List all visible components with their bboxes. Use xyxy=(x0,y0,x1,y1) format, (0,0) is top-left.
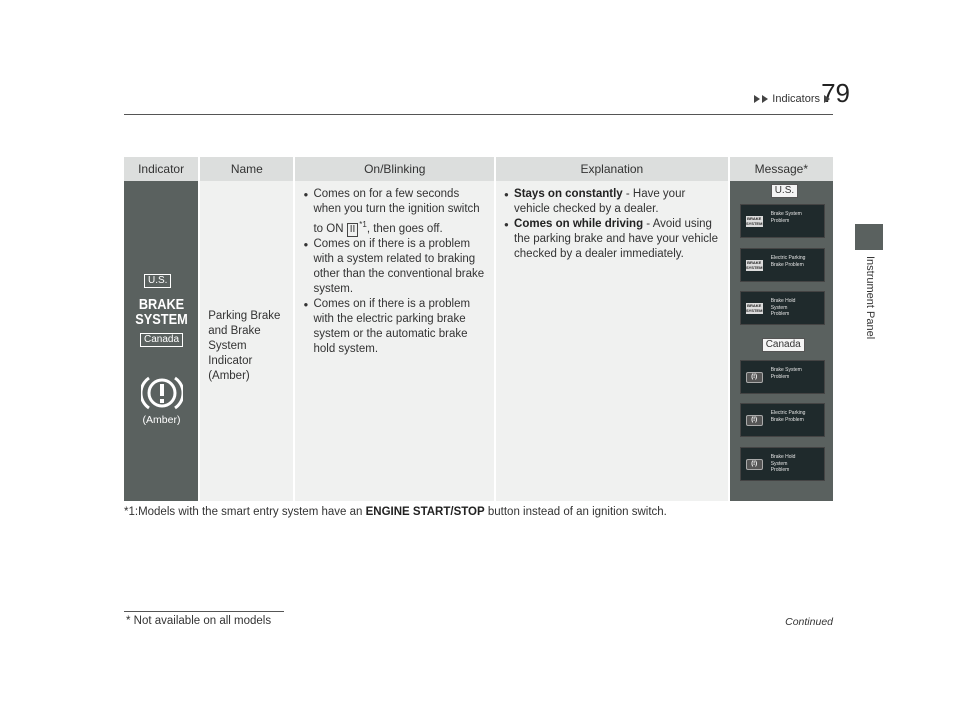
header-indicator: Indicator xyxy=(124,157,199,181)
message-screen: BRAKE SYSTEM Electric Parking Brake Problem xyxy=(740,248,825,282)
list-item: ● Comes on if there is a problem with a system related to braking other than the conventional brake system. xyxy=(303,237,488,297)
breadcrumb-label: Indicators xyxy=(772,93,820,105)
breadcrumb-arrow-icon xyxy=(754,95,760,103)
explanation-cell xyxy=(495,181,729,501)
message-cell xyxy=(729,181,833,501)
msg-region-tag-us: U.S. xyxy=(771,184,798,198)
message-screen: (!) Electric Parking Brake Problem xyxy=(740,403,825,437)
indicator-table xyxy=(124,157,833,501)
list-item: ● Comes on while driving - Avoid using the parking brake and have your vehicle checked by a dealer immediately. xyxy=(504,217,722,262)
page-number: 79 xyxy=(821,78,850,108)
exclamation-badge-icon: (!) xyxy=(746,372,763,383)
brake-label-line1: BRAKE xyxy=(138,296,185,313)
message-screen: BRAKE SYSTEM Brake Hold System Problem xyxy=(740,291,825,325)
indicator-name: Parking Brake and Brake System Indicator (Amber) xyxy=(199,181,294,501)
header-explanation: Explanation xyxy=(495,157,729,181)
header-name: Name xyxy=(199,157,294,181)
exclamation-circle-icon xyxy=(141,374,183,412)
section-label: Instrument Panel xyxy=(864,256,876,340)
breadcrumb-arrow-icon xyxy=(824,95,830,103)
ignition-position-box: II xyxy=(347,223,359,237)
list-item: ● Comes on for a few seconds when you turn the ignition switch to ON II $^{*1}$, then goes off. xyxy=(303,187,488,237)
section-tab xyxy=(855,224,883,250)
indicator-cell xyxy=(124,181,199,501)
msg-region-tag-canada: Canada xyxy=(762,338,805,352)
brake-label-line2: SYSTEM xyxy=(135,311,188,328)
message-screen: BRAKE SYSTEM Brake System Problem xyxy=(740,204,825,238)
region-tag-us: U.S. xyxy=(144,274,171,288)
on-blinking-cell xyxy=(294,181,495,501)
footer-rule xyxy=(124,611,284,612)
amber-label: (Amber) xyxy=(142,414,181,426)
message-screen: (!) Brake Hold System Problem xyxy=(740,447,825,481)
brake-badge-icon: BRAKE SYSTEM xyxy=(745,260,763,270)
breadcrumb-arrow-icon xyxy=(762,95,768,103)
brake-badge-icon: BRAKE SYSTEM xyxy=(745,216,763,226)
message-screen: (!) Brake System Problem xyxy=(740,360,825,394)
exclamation-badge-icon: (!) xyxy=(746,459,763,470)
header-on-blinking: On/Blinking xyxy=(294,157,495,181)
footnote: *1:Models with the smart entry system have an ENGINE START/STOP button instead of an ignition switch. xyxy=(124,506,667,518)
list-item: ● Stays on constantly - Have your vehicle checked by a dealer. xyxy=(504,187,722,217)
region-tag-canada: Canada xyxy=(140,333,183,347)
header-rule xyxy=(124,114,833,115)
header-message: Message* xyxy=(729,157,833,181)
exclamation-badge-icon: (!) xyxy=(746,415,763,426)
table-row xyxy=(124,181,833,501)
list-item: ● Comes on if there is a problem with the electric parking brake system or the automatic brake hold system. xyxy=(303,297,488,357)
brake-badge-icon: BRAKE SYSTEM xyxy=(745,303,763,313)
continued-label: Continued xyxy=(785,616,833,628)
breadcrumb[interactable] xyxy=(754,93,830,105)
footer-note: * Not available on all models xyxy=(126,615,272,627)
